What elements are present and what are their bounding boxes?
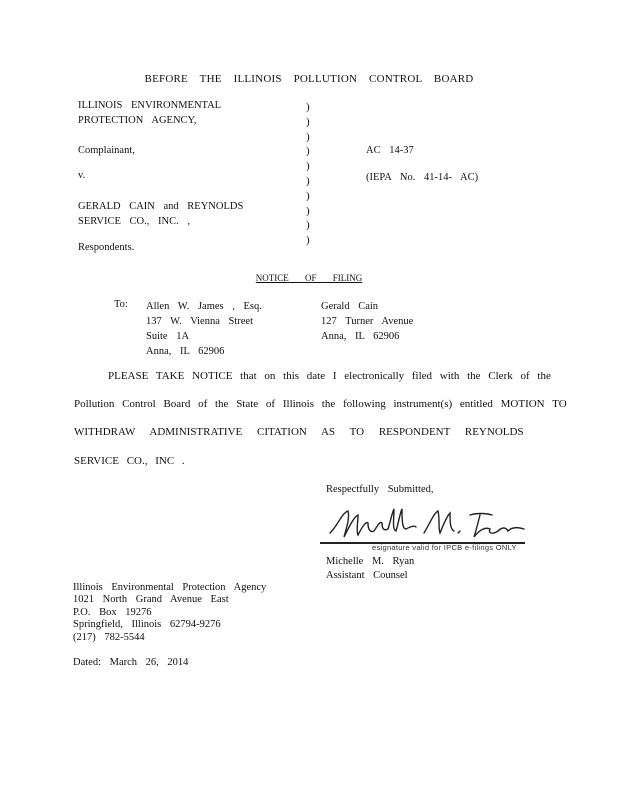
body-line-3: WITHDRAW ADMINISTRATIVE CITATION AS TO RESPONDENT REYNOLDS — [74, 426, 524, 438]
agency-address-line: (217) 782-5544 — [73, 631, 145, 643]
respondent-label: Respondents. — [78, 242, 135, 253]
paren: ) — [306, 160, 310, 173]
recipient-1-line: Suite 1A — [146, 331, 190, 342]
versus-label: v. — [78, 170, 86, 181]
paren: ) — [306, 115, 310, 128]
case-number: AC 14-37 — [366, 145, 414, 156]
dated-line: Dated: March 26, 2014 — [73, 657, 189, 668]
body-line-2: Pollution Control Board of the State of Illinois the following instrument(s) entitled MOTION TO — [74, 398, 567, 410]
respondent-name-line1: GERALD CAIN and REYNOLDS — [78, 201, 244, 212]
body-line-4: SERVICE CO., INC . — [74, 455, 185, 467]
closing: Respectfully Submitted, — [326, 484, 434, 495]
respondent-name-line2: SERVICE CO., INC. , — [78, 216, 190, 227]
to-label: To: — [114, 299, 128, 310]
agency-address — [73, 582, 266, 644]
body-line-1: PLEASE TAKE NOTICE that on this date I electronically filed with the Clerk of the — [108, 370, 551, 382]
paren: ) — [306, 234, 310, 247]
complainant-name-line2: PROTECTION AGENCY, — [78, 115, 197, 126]
recipient-2-line: Gerald Cain — [321, 301, 379, 312]
signer-title: Assistant Counsel — [326, 570, 408, 581]
paren: ) — [306, 204, 310, 217]
recipient-1-line: Allen W. James , Esq. — [146, 301, 262, 312]
paren: ) — [306, 174, 310, 187]
recipient-1-line: Anna, IL 62906 — [146, 346, 225, 357]
agency-address-line: 1021 North Grand Avenue East — [73, 594, 229, 606]
handwritten-signature — [320, 503, 530, 543]
recipient-2-line: 127 Turner Avenue — [321, 316, 414, 327]
recipient-2-line: Anna, IL 62906 — [321, 331, 400, 342]
esignature-note: esignature valid for IPCB e-filings ONLY — [372, 543, 517, 552]
recipient-2 — [321, 299, 413, 344]
paren: ) — [306, 219, 310, 232]
complainant-label: Complainant, — [78, 145, 135, 156]
iepa-number: (IEPA No. 41-14- AC) — [366, 172, 479, 183]
signature-area — [320, 503, 530, 550]
paren: ) — [306, 101, 310, 113]
caption-paren-column — [306, 100, 314, 248]
agency-address-line: Springfield, Illinois 62794-9276 — [73, 619, 221, 631]
recipient-1-line: 137 W. Vienna Street — [146, 316, 253, 327]
complainant-name-line1: ILLINOIS ENVIRONMENTAL — [78, 100, 222, 111]
page-title: BEFORE THE ILLINOIS POLLUTION CONTROL BOARD — [144, 73, 474, 85]
paren: ) — [306, 145, 310, 158]
paren: ) — [306, 130, 310, 143]
signer-name: Michelle M. Ryan — [326, 556, 415, 567]
recipient-1 — [146, 299, 262, 359]
agency-address-line: P.O. Box 19276 — [73, 606, 152, 618]
paren: ) — [306, 189, 310, 202]
agency-address-line: Illinois Environmental Protection Agency — [73, 582, 267, 593]
notice-title: NOTICE OF FILING — [255, 273, 363, 283]
